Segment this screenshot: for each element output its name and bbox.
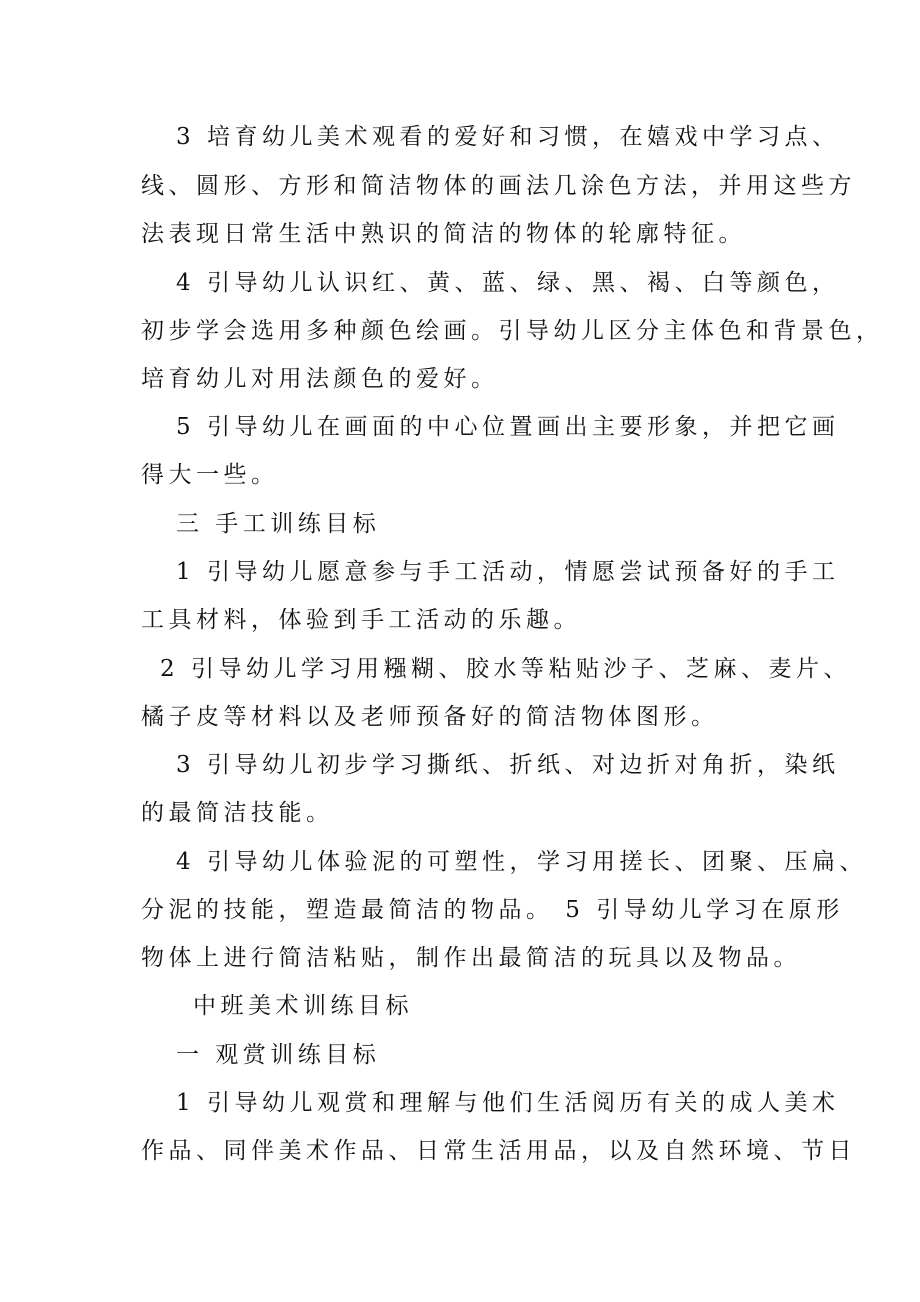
section-heading: 中班美术训练目标 [193,993,413,1019]
text-line: 初步学会选用多种颜色绘画。引导幼儿区分主体色和背景色， [141,318,884,344]
text-line: 2 引导幼儿学习用糨糊、胶水等粘贴沙子、芝麻、麦片、 [160,656,851,682]
text-line: 线、圆形、方形和简洁物体的画法几涂色方法，并用这些方 [141,173,856,199]
text-line: 4 引导幼儿认识红、黄、蓝、绿、黑、褐、白等颜色， [176,270,840,296]
text-line: 得大一些。 [141,462,279,488]
text-line: 5 引导幼儿在画面的中心位置画出主要形象，并把它画 [176,414,840,440]
text-line: 4 引导幼儿体验泥的可塑性，学习用搓长、团聚、压扁、 [176,849,867,875]
section-heading: 一 观赏训练目标 [176,1042,381,1068]
text-line: 橘子皮等材料以及老师预备好的简洁物体图形。 [141,704,719,730]
text-line: 3 引导幼儿初步学习撕纸、折纸、对边折对角折，染纸 [176,752,840,778]
text-line: 培育幼儿对用法颜色的爱好。 [141,366,499,392]
text-line: 分泥的技能，塑造最简洁的物品。 5 引导幼儿学习在原形 [141,897,844,923]
text-line: 工具材料，体验到手工活动的乐趣。 [141,607,581,633]
text-line: 1 引导幼儿愿意参与手工活动，情愿尝试预备好的手工 [176,559,840,585]
text-line: 作品、同伴美术作品、日常生活用品，以及自然环境、节日 [141,1138,856,1164]
text-line: 法表现日常生活中熟识的简洁的物体的轮廓特征。 [141,221,746,247]
text-line: 物体上进行简洁粘贴，制作出最简洁的玩具以及物品。 [141,945,801,971]
text-line: 3 培育幼儿美术观看的爱好和习惯，在嬉戏中学习点、 [176,124,840,150]
section-heading: 三 手工训练目标 [176,511,381,537]
text-line: 的最简洁技能。 [141,800,334,826]
text-line: 1 引导幼儿观赏和理解与他们生活阅历有关的成人美术 [176,1090,840,1116]
